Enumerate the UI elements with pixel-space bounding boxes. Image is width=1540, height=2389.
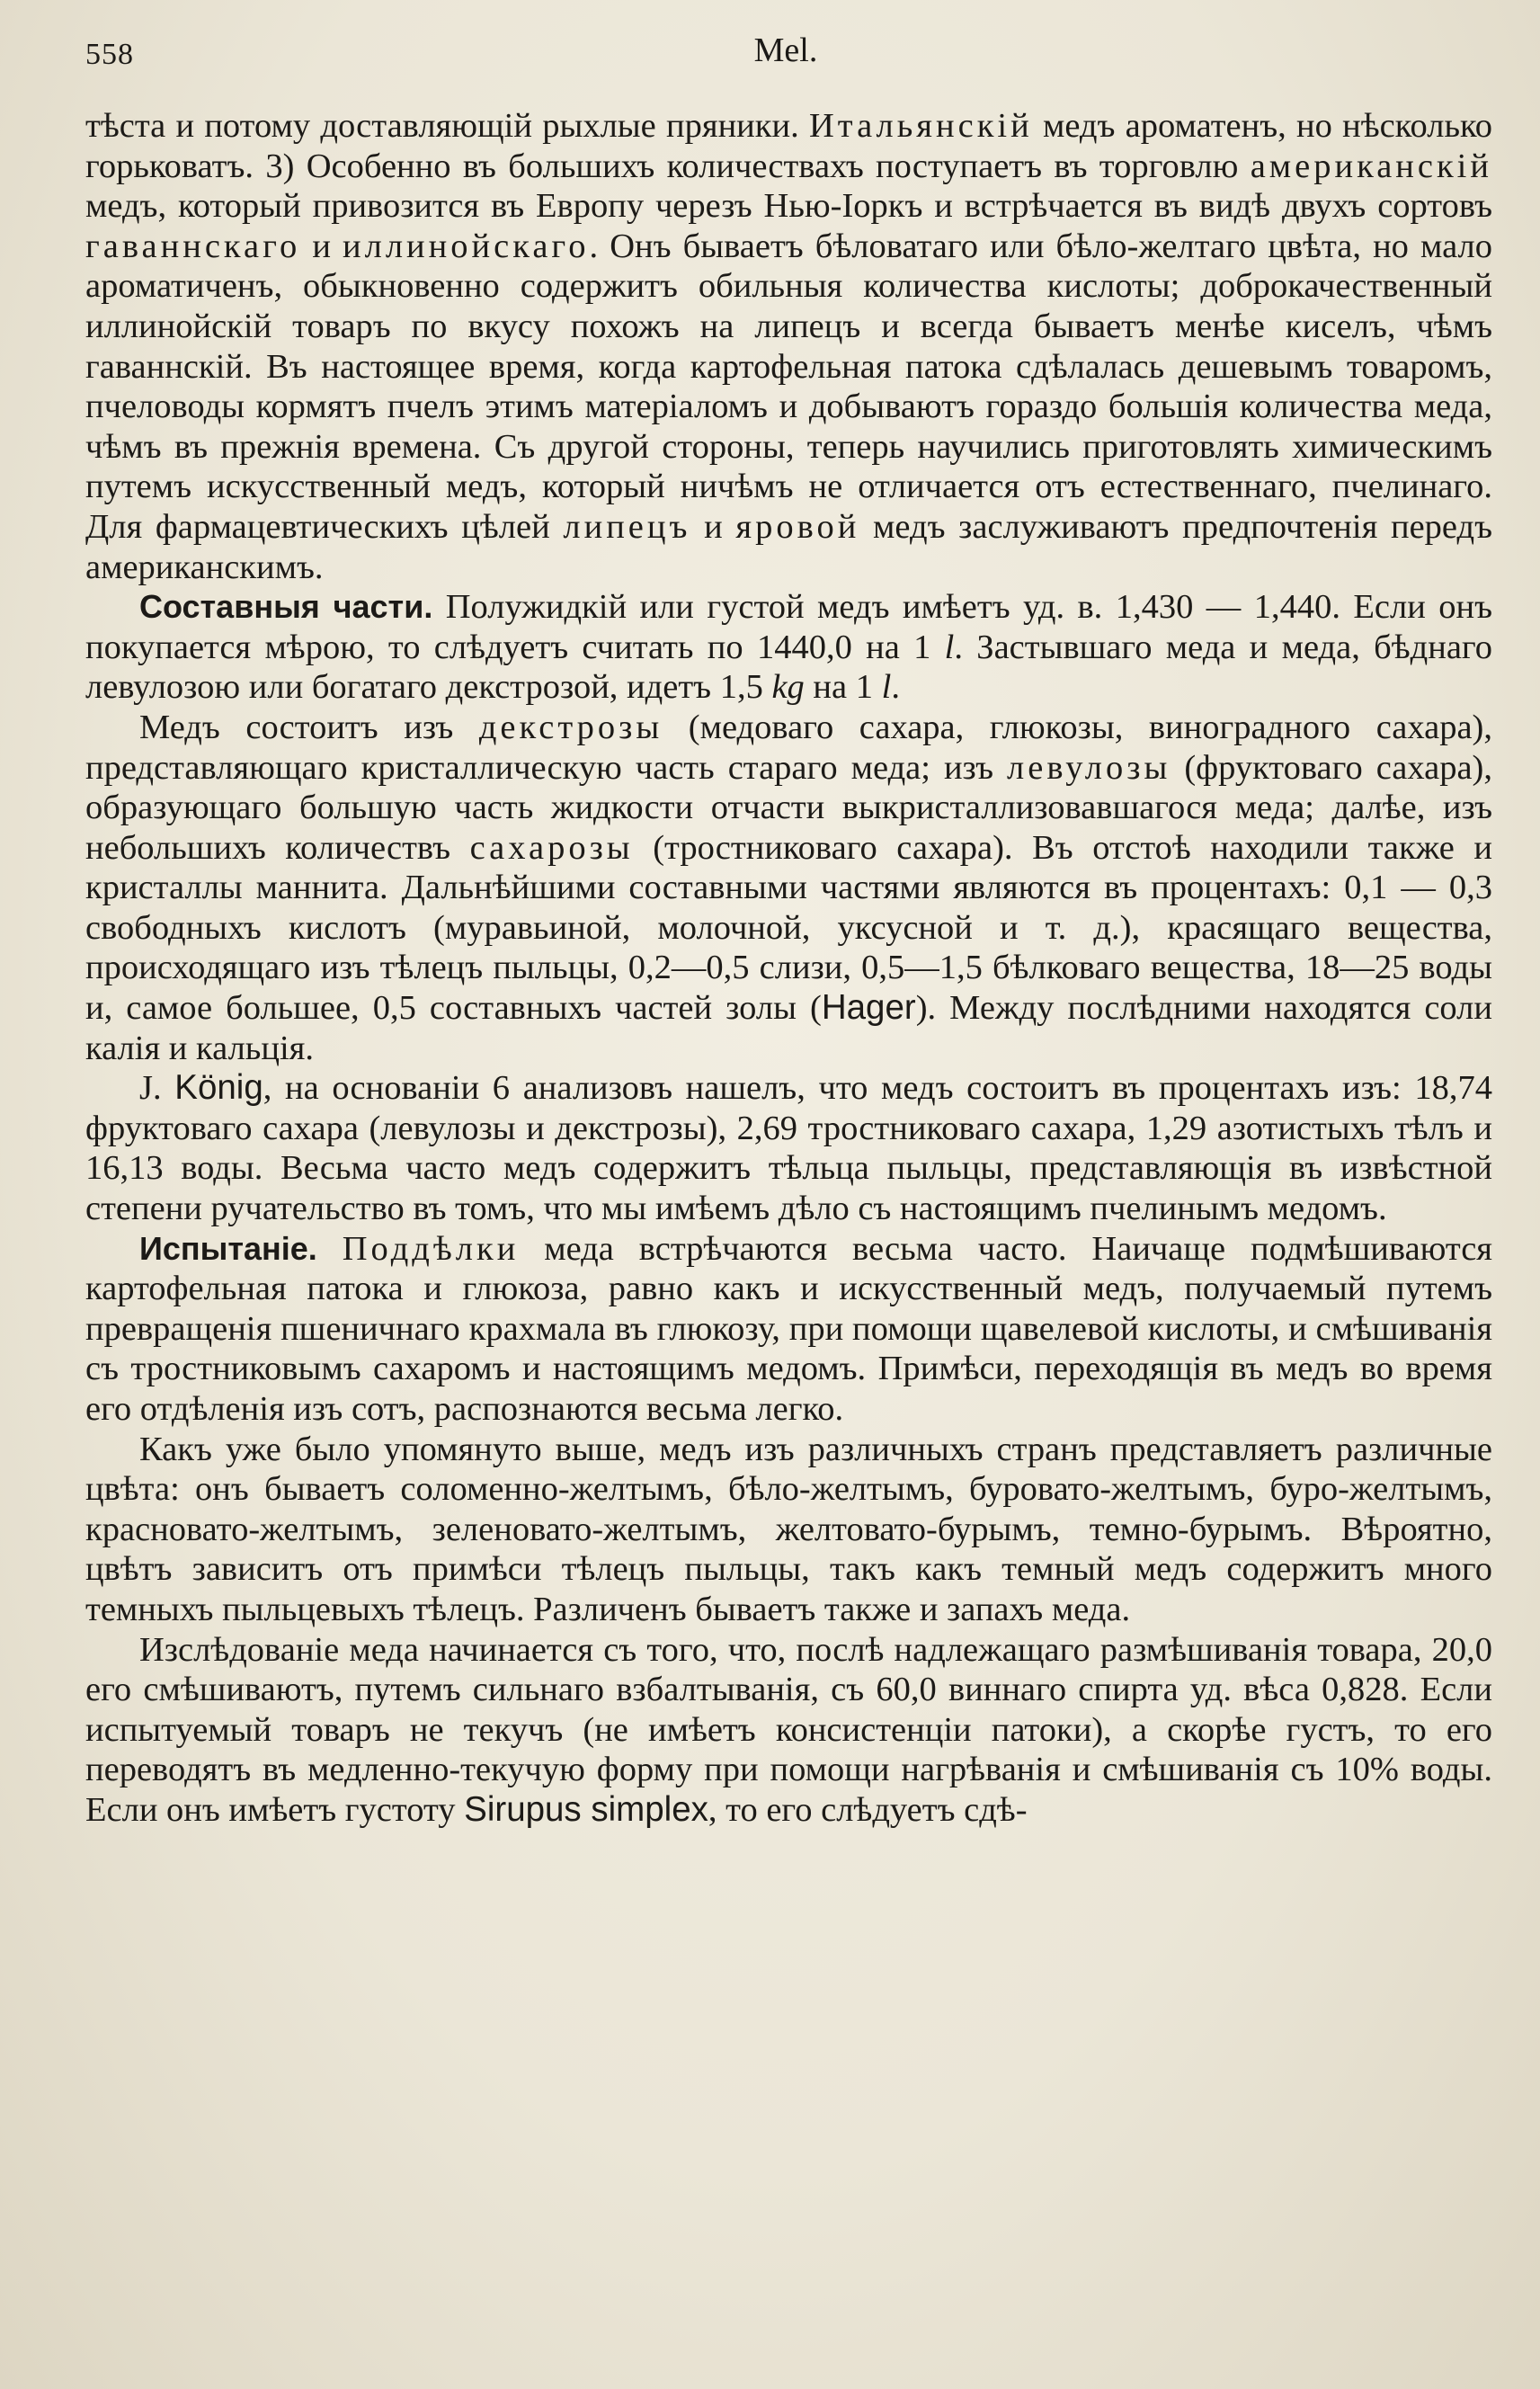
author-konig: König xyxy=(174,1068,263,1108)
emphasis-havana: гаваннскаго xyxy=(85,227,301,265)
emphasis-illinois: иллинойскаго xyxy=(343,227,590,265)
paragraph-composition: Медъ состоитъ изъ декстрозы (медоваго сахара, глюкозы, виноградного сахара), представляющаго кристаллическую часть стараго меда; изъ левулозы (фруктоваго сахара), образующаго большую часть жидкости отчасти выкристаллизовавшагося меда; далѣе, изъ небольшихъ количествъ сахарозы (тростниковаго сахара). Въ отстоѣ находили также и кристаллы маннита. Дальнѣйшими составными частями являются въ процентахъ: 0,1 — 0,3 свободныхъ кислотъ (муравьиной, молочной, уксусной и т. д.), красящаго вещества, происходящаго изъ тѣлецъ пыльцы, 0,2—0,5 слизи, 0,5—1,5 бѣлковаго вещества, 18—25 воды и, самое большее, 0,5 составныхъ частей золы (Hager). Между послѣдними находятся соли калія и кальція. xyxy=(85,708,1492,1067)
paragraph-testing: Испытаніе. Поддѣлки меда встрѣчаются весьма часто. Наичаще подмѣшиваются картофельная патока и глюкоза, равно какъ и искусственный медъ, получаемый путемъ превращенія пшеничнаго крахмала въ глюкозу, при помощи щавелевой кислоты, и смѣшиванія съ тростниковымъ сахаромъ и настоящимъ медомъ. Примѣси, переходящія въ медъ во время его отдѣленія изъ сотъ, распознаются весьма легко. xyxy=(85,1229,1493,1428)
emphasis-american: американскій xyxy=(1250,147,1492,185)
paragraph-colors: Какъ уже было упомянуто выше, медъ изъ различныхъ странъ представляетъ различные цвѣта: онъ бываетъ соломенно-желтымъ, бѣло-желтымъ, буровато-желтымъ, буро-желтымъ, красновато-желтымъ, зеленовато-желтымъ, желтовато-бурымъ, темно-бурымъ. Вѣроятно, цвѣтъ зависитъ отъ примѣси тѣлецъ пыльцы, такъ какъ темный медъ содержитъ много темныхъ пыльцевыхъ тѣлецъ. Различенъ бываетъ также и запахъ меда. xyxy=(85,1430,1492,1628)
page-header xyxy=(85,31,1486,85)
emphasis-lipets: липецъ xyxy=(563,507,691,546)
emphasis-italian: Итальянскій xyxy=(809,107,1033,145)
paragraph-honey-varieties: тѣста и потому доставляющій рыхлые пряники. Итальянскій медъ ароматенъ, но нѣсколько горьковатъ. 3) Особенно въ большихъ количествахъ поступаетъ въ торговлю американскій медъ, который привозится въ Европу черезъ Нью-Іоркъ и встрѣчается въ видѣ двухъ сортовъ гаваннскаго и иллинойскаго. Онъ бываетъ бѣловатаго или бѣло-желтаго цвѣта, но мало ароматиченъ, обыкновенно содержитъ обильныя количества кислоты; доброкачественный иллинойскій товаръ по вкусу похожъ на липецъ и всегда бываетъ менѣе киселъ, чѣмъ гаваннскій. Въ настоящее время, когда картофельная патока сдѣлалась дешевымъ товаромъ, пчеловоды кормятъ пчелъ этимъ матеріаломъ и добываютъ гораздо большія количества меда, чѣмъ въ прежнія времена. Съ другой стороны, теперь научились приготовлять химическимъ путемъ искусственный медъ, который ничѣмъ не отличается отъ естественнаго, пчелинаго. Для фармацевтическихъ цѣлей липецъ и яровой медъ заслуживаютъ предпочтенія передъ американскимъ. xyxy=(85,107,1493,586)
author-hager: Hager xyxy=(821,988,916,1028)
paragraph-examination: Изслѣдованіе меда начинается съ того, что, послѣ надлежащаго размѣшиванія товара, 20,0 его смѣшиваютъ, путемъ сильнаго взбалтыванія, съ 60,0 виннаго спирта уд. вѣса 0,828. Если испытуемый товаръ не текучъ (не имѣетъ консистенціи патоки), а скорѣе густъ, то его переводятъ въ медленно-текучую форму при помощи нагрѣванія и смѣшиванія съ 10% воды. Если онъ имѣетъ густоту Sirupus simplex, то его слѣдуетъ сдѣ- xyxy=(85,1630,1492,1829)
paragraph-konig-analysis: J. König, на основаніи 6 анализовъ нашелъ, что медъ состоитъ въ процентахъ изъ: 18,74 фруктоваго сахара (левулозы и декстрозы), 2,69 тростниковаго сахара, 1,29 азотистыхъ тѣлъ и 16,13 воды. Весьма часто медъ содержитъ тѣльца пыльцы, представляющія въ извѣстной степени ручательство въ томъ, что мы имѣемъ дѣло съ настоящимъ пчелинымъ медомъ. xyxy=(85,1068,1492,1228)
section-heading-components: Составныя части. xyxy=(139,588,433,626)
page-number: 558 xyxy=(85,38,134,71)
term-sirupus-simplex: Sirupus simplex xyxy=(464,1789,708,1829)
body-text xyxy=(85,106,1492,1831)
emphasis-yarovoy: яровой xyxy=(735,507,860,546)
paragraph-components: Составныя части. Полужидкій или густой медъ имѣетъ уд. в. 1,430 — 1,440. Если онъ покупается мѣрою, то слѣдуетъ считать по 1440,0 на 1 l. Застывшаго меда и меда, бѣднаго левулозою или богатаго декстрозой, идетъ 1,5 kg на 1 l. xyxy=(85,588,1492,707)
section-heading-testing: Испытаніе. xyxy=(139,1229,317,1267)
running-head: Mel. xyxy=(753,31,818,69)
